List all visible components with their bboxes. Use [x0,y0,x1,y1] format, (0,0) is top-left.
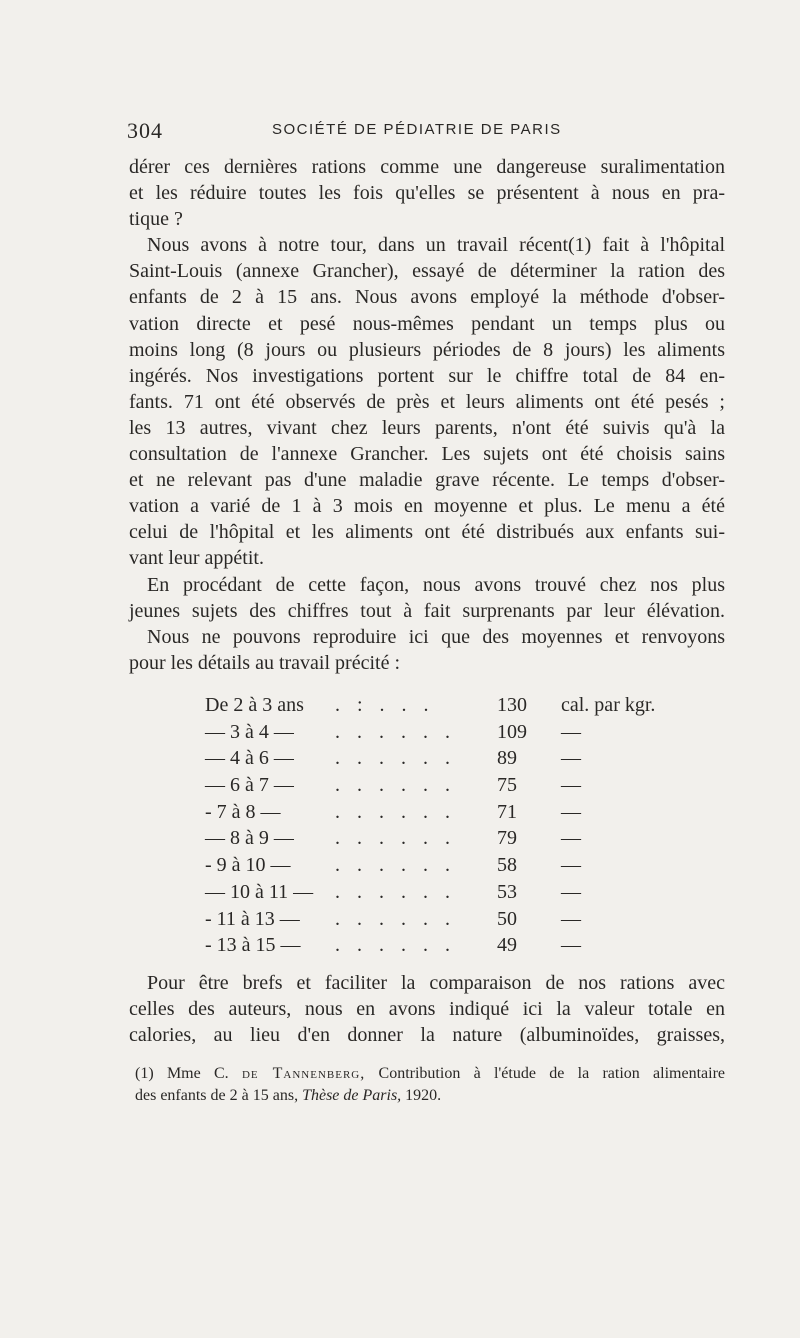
running-head: SOCIÉTÉ DE PÉDIATRIE DE PARIS [272,121,562,138]
table-row [205,827,675,854]
text-line: Nous avons à notre tour, dans un travail récent(1) fait à l'hôpital [147,234,725,257]
text-line: pour les détails au travail précité : [129,651,401,674]
calorie-unit: — [561,800,581,823]
calorie-unit: — [561,907,581,930]
age-range: — 4 à 6 — [205,747,294,770]
text-line: enfants de 2 à 15 ans. Nous avons employé la méthode d'obser- [129,286,725,309]
text-line: calories, au lieu d'en donner la nature (albuminoïdes, graisses, [129,1024,725,1047]
text-line: jeunes sujets des chiffres tout à fait surprenants par leur élévation. [129,599,725,622]
dot-leader: . . . . . . [335,827,456,850]
age-range: — 10 à 11 — [205,880,314,903]
table-row [205,881,675,908]
text-line: dérer ces dernières rations comme une dangereuse suralimentation [129,156,725,178]
age-range: — 3 à 4 — [205,720,294,743]
text-line: fants. 71 ont été observés de près et leurs aliments ont été pesés ; [129,390,725,413]
calorie-unit: — [561,827,581,850]
text-line: consultation de l'annexe Grancher. Les sujets ont été choisis sains [129,443,725,466]
text-line: vation a varié de 1 à 3 mois en moyenne et plus. Le menu a été [129,495,725,518]
calorie-value: 53 [497,880,517,903]
footnote-author: de Tannenberg, [241,1065,366,1082]
table-row [205,774,675,801]
text-line: Pour être brefs et faciliter la comparaison de nos rations avec [147,972,725,994]
dot-leader: . . . . . . [335,880,456,903]
text-line: et ne relevant pas d'une maladie grave récente. Le temps d'obser- [129,469,725,492]
text-line: Saint-Louis (annexe Grancher), essayé de déterminer la ration des [129,260,725,283]
calorie-value: 58 [497,854,517,877]
text-line: En procédant de cette façon, nous avons trouvé chez nos plus [147,573,725,596]
age-range: - 11 à 13 — [205,907,300,930]
dot-leader: . . . . . . [335,934,456,957]
dot-leader: . . . . . . [335,720,456,743]
calorie-value: 49 [497,934,517,957]
calorie-unit: — [561,880,581,903]
calorie-unit: — [561,774,581,797]
calorie-value: 50 [497,907,517,930]
dot-leader: . . . . . . [335,907,456,930]
age-range: — 6 à 7 — [205,774,294,797]
page-number: 304 [127,118,163,143]
dot-leader: . . . . . . [335,800,456,823]
table-row [205,801,675,828]
footnote-title-cont: des enfants de 2 à 15 ans, [135,1087,299,1104]
dot-leader: . . . . . . [335,854,456,877]
text-line: vant leur appétit. [129,547,264,570]
calorie-unit: cal. par kgr. [561,694,656,716]
page-header [127,118,717,148]
footnote [135,1063,725,1107]
table-row [205,934,675,961]
footnote-title: Contribution à l'étude de la ration alimentaire [378,1065,726,1082]
age-range: - 13 à 15 — [205,934,301,957]
dot-leader: . : . . . [335,694,435,716]
text-line: moins long (8 jours ou plusieurs périodes de 8 jours) les aliments [129,338,725,361]
text-line: ingérés. Nos investigations portent sur le chiffre total de 84 en- [129,364,725,387]
table-row [205,747,675,774]
ration-table [205,694,675,961]
footnote-year: 1920. [405,1087,442,1104]
calorie-unit: — [561,747,581,770]
dot-leader: . . . . . . [335,774,456,797]
footnote-line-2 [135,1085,725,1107]
age-range: - 9 à 10 — [205,854,291,877]
calorie-unit: — [561,720,581,743]
text-line: tique ? [129,208,183,231]
calorie-value: 75 [497,774,517,797]
text-line: Nous ne pouvons reproduire ici que des moyennes et renvoyons [147,625,725,648]
calorie-value: 109 [497,720,527,743]
text-line: celui de l'hôpital et les aliments ont été distribués aux enfants sui- [129,521,725,544]
calorie-unit: — [561,854,581,877]
calorie-value: 130 [497,694,527,716]
closing-paragraph [129,970,725,1048]
calorie-value: 79 [497,827,517,850]
footnote-line-1 [135,1063,725,1085]
table-row [205,854,675,881]
age-range: — 8 à 9 — [205,827,294,850]
age-range: De 2 à 3 ans [205,694,304,716]
table-row [205,694,675,721]
body-paragraphs [129,154,725,676]
text-line: celles des auteurs, nous en avons indiqué ici la valeur totale en [129,998,725,1021]
calorie-value: 89 [497,747,517,770]
age-range: - 7 à 8 — [205,800,281,823]
text-line: et les réduire toutes les fois qu'elles se présentent à nous en pra- [129,182,725,205]
footnote-marker: (1) Mme C. [135,1065,229,1082]
footnote-thesis: Thèse de Paris, [302,1087,402,1104]
calorie-value: 71 [497,800,517,823]
dot-leader: . . . . . . [335,747,456,770]
calorie-unit: — [561,934,581,957]
text-line: vation directe et pesé nous-mêmes pendant un temps plus ou [129,312,725,335]
table-row [205,721,675,748]
table-row [205,908,675,935]
text-line: les 13 autres, vivant chez leurs parents, n'ont été suivis qu'à la [129,416,725,439]
